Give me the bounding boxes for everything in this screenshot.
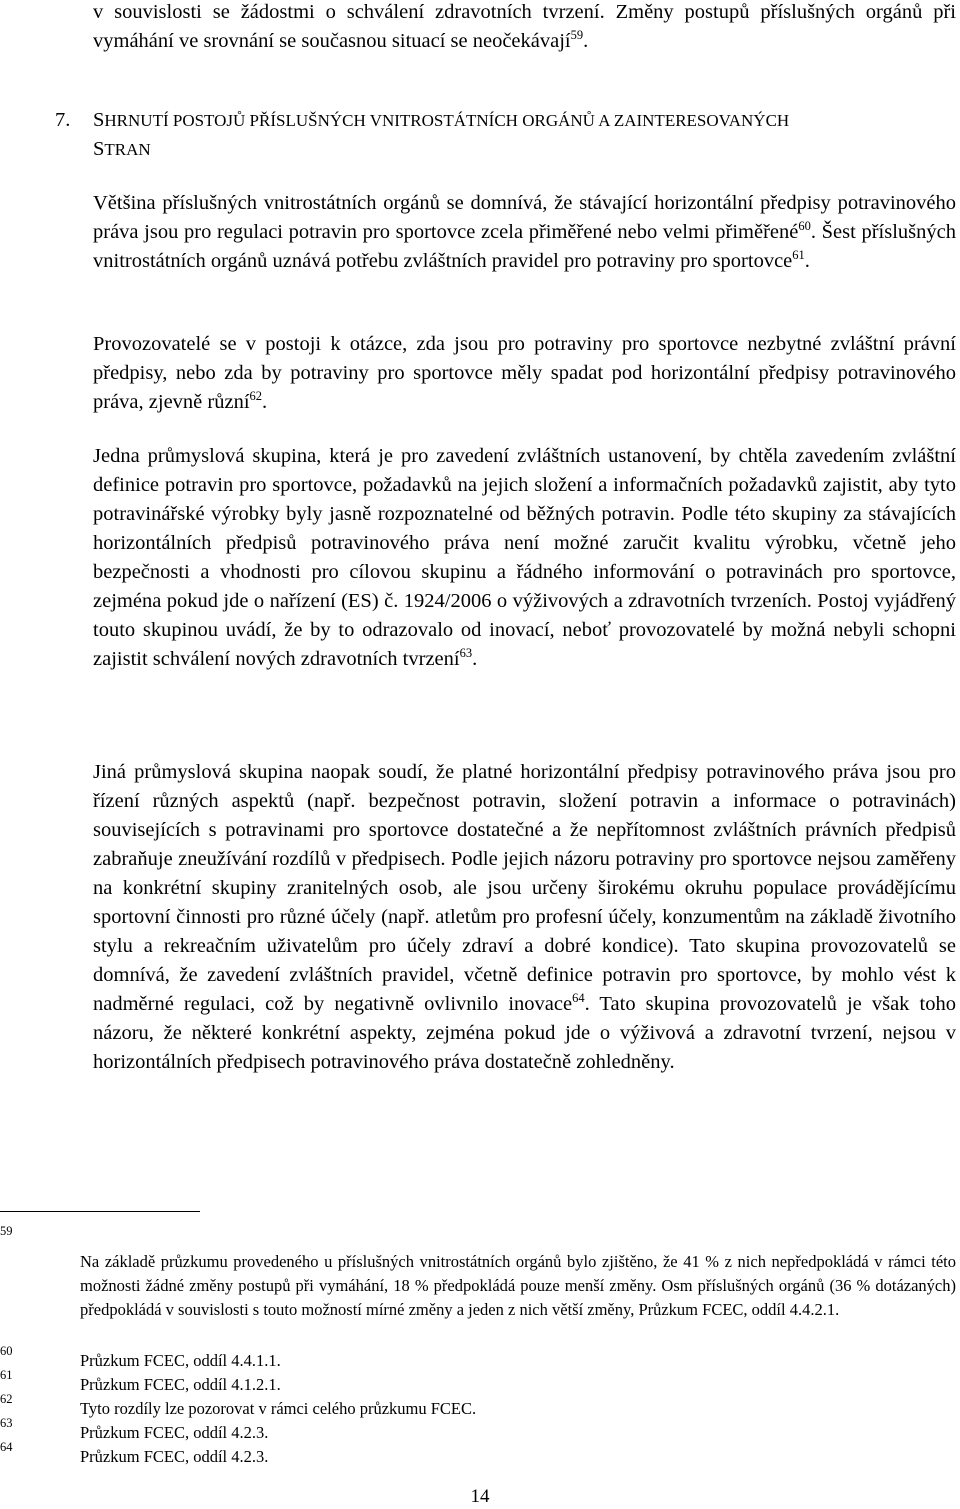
footnote-number: 62 (0, 1392, 13, 1406)
paragraph-3: Jedna průmyslová skupina, která je pro zavedení zvláštních ustanovení, by chtěla zavedením zvláštní definice potravin pro sportovce, požadavků na jejich složení a informačních požadavků zajistit, aby tyto potravinářské výrobky byly jasně rozpoznatelné od běžných potravin. Podle této skupiny za stávajících horizontálních předpisů potravinového práva není možné zaručit kvalitu výrobku, včetně jeho bezpečnosti a vhodnosti pro cílovou skupinu a řádného informování o potravinách pro sportovce, zejména pokud jde o nařízení (ES) č. 1924/2006 o výživových a zdravotních tvrzeních. Postoj vyjádřený touto skupinou uvádí, že by to odrazovalo od inovací, neboť provozovatelé by možná nebyli schopni zajistit schválení nových zdravotních tvrzení$^{63}$. (93, 445, 956, 670)
footnote-number: 59 (0, 1224, 13, 1238)
footnote-text: Průzkum FCEC, oddíl 4.2.3. (80, 1423, 269, 1442)
footnote-text: Tyto rozdíly lze pozorovat v rámci celého průzkumu FCEC. (80, 1399, 477, 1418)
footnote-number: 60 (0, 1344, 13, 1358)
paragraph-2: Provozovatelé se v postoji k otázce, zda jsou pro potraviny pro sportovce nezbytné zvláštní právní předpisy, nebo zda by potraviny pro sportovce měly spadat pod horizontální předpisy potravinového práva, zjevně různí$^{62}$. (93, 333, 956, 413)
footnote-number: 61 (0, 1368, 13, 1382)
footnote-text: Na základě průzkumu provedeného u příslušných vnitrostátních orgánů bylo zjištěno, že 41 % z nich nepředpokládá v rámci této možnosti žádné změny postupů při vymáhání, 18 % předpokládá pouze menší změny. Osm příslušných orgánů (36 % dotázaných) předpokládá v souvislosti s touto možností mírné změny a jeden z nich větší změny, Průzkum FCEC, oddíl 4.4.2.1. (80, 1252, 956, 1319)
footnote-ref-59[interactable]: 59 (570, 28, 584, 43)
footnote-ref-64[interactable]: 64 (572, 991, 585, 1006)
intro-paragraph: v souvislosti se žádostmi o schválení zdravotních tvrzení. Změny postupů příslušných orgánů při vymáhání ve srovnání se současnou situací se neočekávají$^{59}$. (93, 1, 956, 52)
section-number: 7. (55, 109, 71, 131)
section-title-continued: STRAN (93, 138, 151, 160)
paragraph-1: Většina příslušných vnitrostátních orgánů se domnívá, že stávající horizontální předpisy potravinového práva jsou pro regulaci potravin pro sportovce zcela přiměřené nebo velmi přiměřené$^{60}$. Šest příslušných vnitrostátních orgánů uznává potřebu zvláštních pravidel pro potraviny pro sportovce$^{61}$. (93, 192, 957, 272)
paragraph-4: Jiná průmyslová skupina naopak soudí, že platné horizontální předpisy potravinového práva jsou pro řízení různých aspektů (např. bezpečnost potravin, složení potravin a informace o potravinách) souvisejících s potravinami pro sportovce dostatečné a že nepřítomnost zvláštních právních předpisů zabraňuje zneužívání rozdílů v předpisech. Podle jejich názoru potraviny pro sportovce nejsou zaměřeny na konkrétní skupiny zranitelných osob, ale jsou určeny širokému okruhu populace provádějícímu sportovní činnosti pro různé účely (např. atletům pro profesní účely, konzumentům na základě životního stylu a rekreačním uživatelům pro účely zdraví a dobré kondice). Tato skupina provozovatelů se domnívá, že zavedení zvláštních pravidel, včetně definice potravin pro sportovce, by mohlo vést k nadměrné regulaci, což by negativně ovlivnilo inovace$^{64}$. Tato skupina provozovatelů je však toho názoru, že některé konkrétní aspekty, zejména pokud jde o výživová a zdravotní tvrzení, nejsou v horizontálních předpisech potravinového práva dostatečně zohledněny. (93, 761, 956, 1073)
footnote-separator (0, 1211, 200, 1212)
footnote-text: Průzkum FCEC, oddíl 4.2.3. (80, 1447, 269, 1466)
footnote-ref-62[interactable]: 62 (249, 389, 263, 404)
footnote-text: Průzkum FCEC, oddíl 4.4.1.1. (80, 1351, 281, 1370)
page-number: 14 (470, 1486, 490, 1507)
footnote-ref-63[interactable]: 63 (459, 646, 473, 661)
footnote-number: 63 (0, 1416, 13, 1430)
footnote-number: 64 (0, 1440, 13, 1454)
section-heading: 7. SHRNUTÍ POSTOJŮ PŘÍSLUŠNÝCH VNITROSTÁTNÍCH ORGÁNŮ A ZAINTERESOVANÝCH STRAN (55, 106, 955, 164)
footnote-text: Průzkum FCEC, oddíl 4.1.2.1. (80, 1375, 281, 1394)
footnote-ref-61[interactable]: 61 (792, 248, 805, 263)
footnote-ref-60[interactable]: 60 (798, 219, 811, 234)
section-title: HRNUTÍ POSTOJŮ PŘÍSLUŠNÝCH VNITROSTÁTNÍCH ORGÁNŮ A ZAINTERESOVANÝCH (104, 111, 790, 130)
